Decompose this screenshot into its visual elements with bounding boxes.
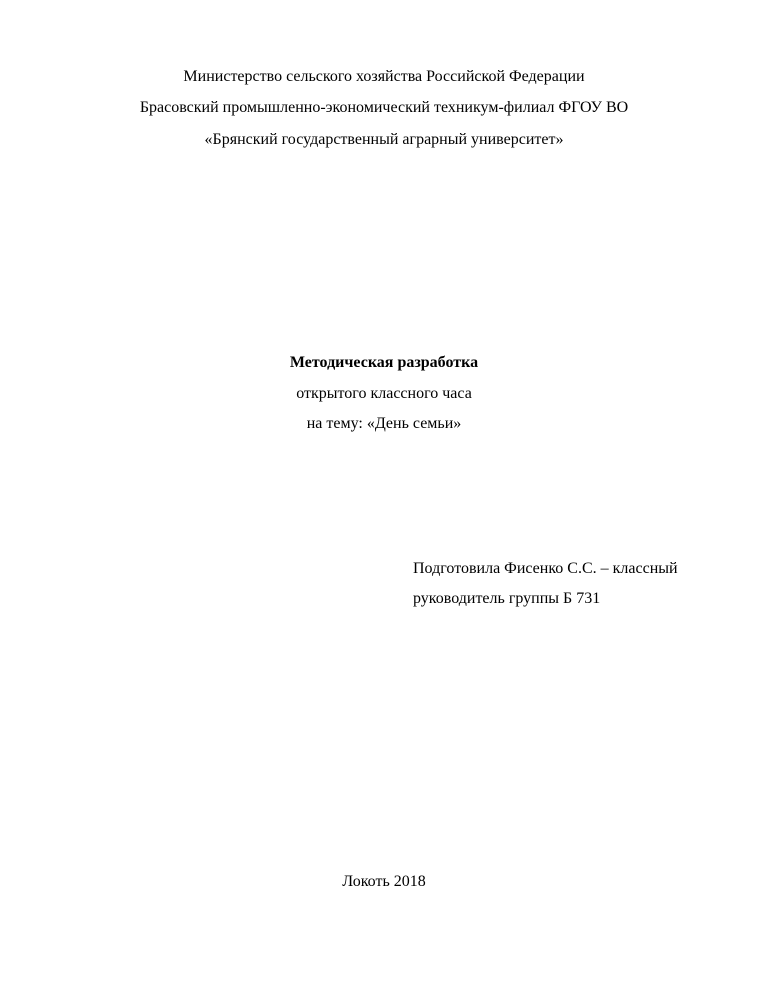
title-line-3: на тему: «День семьи»: [306, 415, 462, 432]
document-title: Методическая разработка: [289, 354, 479, 371]
university-line: «Брянский государственный аграрный университет»: [204, 131, 564, 148]
place-year: Локоть 2018: [342, 873, 426, 890]
title-line-2: открытого классного часа: [296, 385, 472, 402]
author-line-2: руководитель группы Б 731: [413, 590, 601, 607]
author-line-1: Подготовила Фисенко С.С. – классный: [413, 560, 678, 577]
institution-line: Брасовский промышленно-экономический техникум-филиал ФГОУ ВО: [139, 99, 629, 116]
ministry-line: Министерство сельского хозяйства Российской Федерации: [183, 68, 585, 85]
